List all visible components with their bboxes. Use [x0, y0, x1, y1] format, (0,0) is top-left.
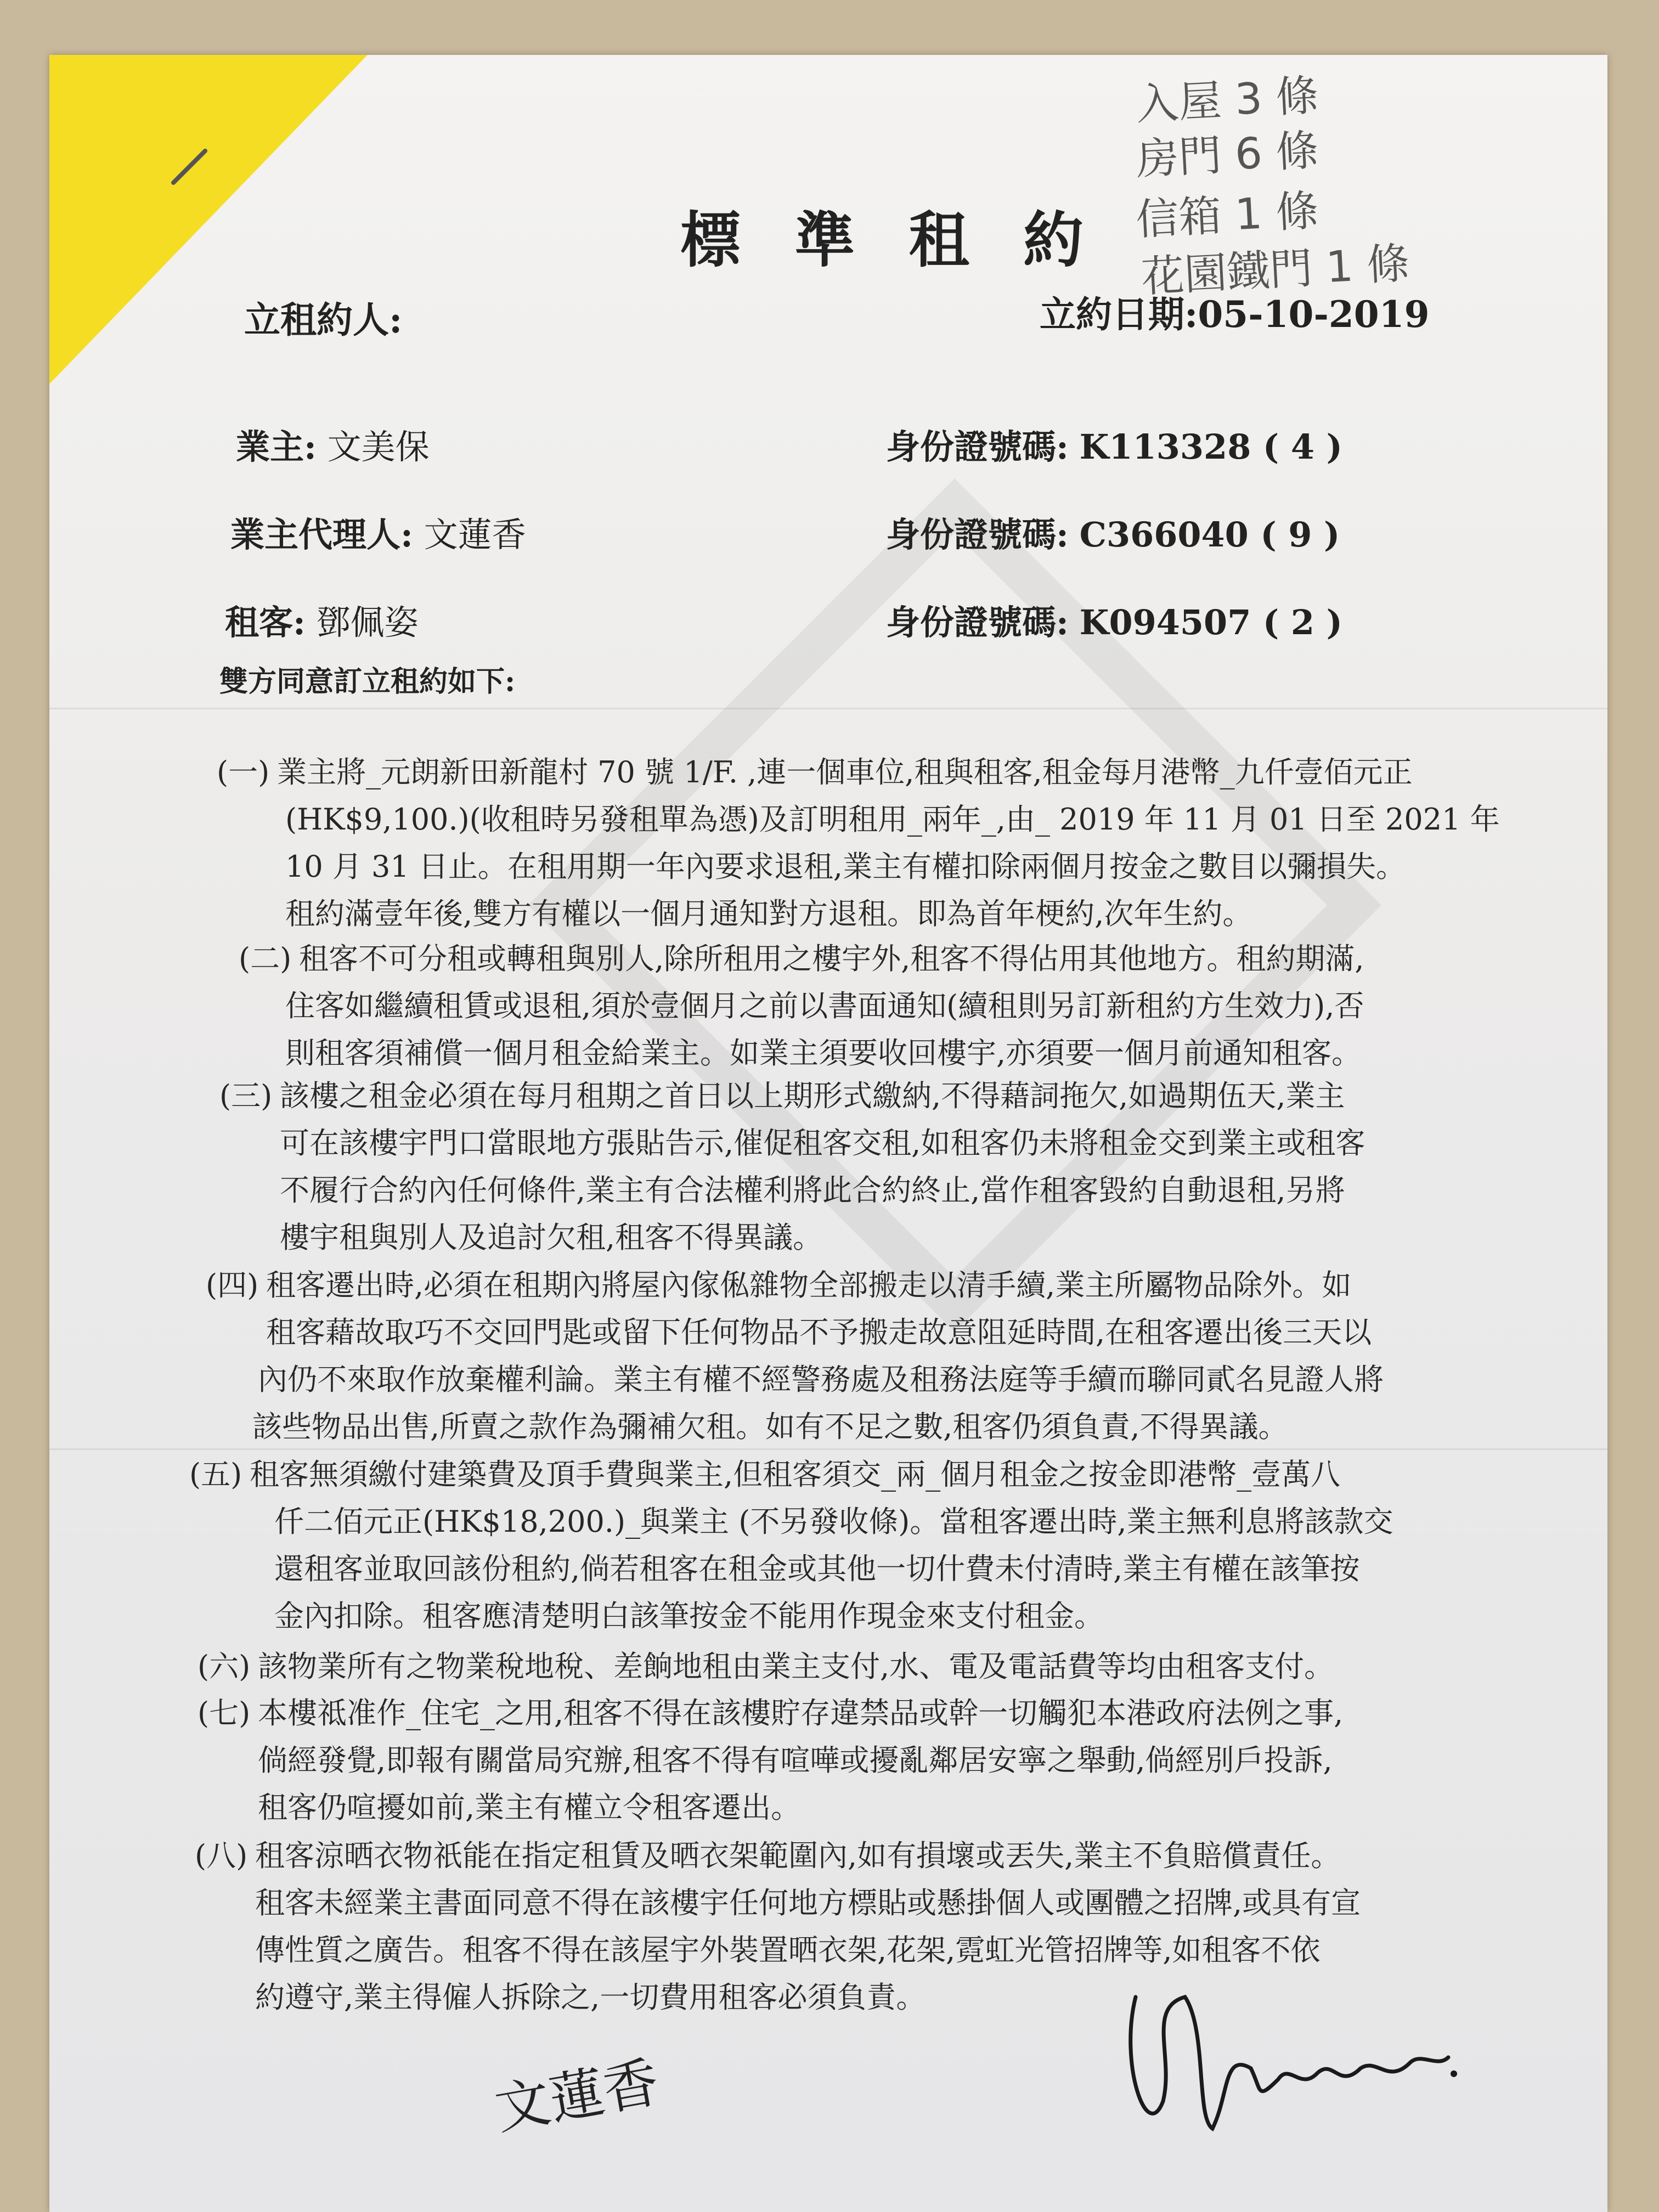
- clause-line: 該物業所有之物業稅地稅、差餉地租由業主支付,水、電及電話費等均由租客支付。: [258, 1649, 1334, 1684]
- clause-line: 還租客並取回該份租約,倘若租客在租金或其他一切什費未付清時,業主有權在該筆按: [274, 1551, 1360, 1586]
- tenant-id-label: 身份證號碼:: [886, 602, 1069, 642]
- tenant-name: 鄧佩姿: [316, 602, 419, 642]
- tenant-label: 租客:: [225, 602, 306, 642]
- clause-number: (六): [198, 1649, 251, 1684]
- clause-1: [217, 749, 1500, 938]
- handwritten-note: 入屋 3 條: [1135, 71, 1320, 130]
- agent-id-label: 身份證號碼:: [886, 515, 1069, 555]
- clause-5: [189, 1451, 1393, 1640]
- agent-name: 文蓮香: [424, 515, 526, 555]
- clause-line: 不履行合約內任何條件,業主有合法權利將此合約終止,當作租客毀約自動退租,另將: [280, 1173, 1345, 1207]
- clause-number: (七): [198, 1696, 251, 1730]
- clause-number: (四): [206, 1268, 259, 1302]
- clause-line: 住客如繼續租賃或退租,須於壹個月之前以書面通知(續租則另訂新租約方生效力),否: [285, 989, 1364, 1023]
- tenant-row: [225, 595, 419, 644]
- clause-3: [219, 1073, 1365, 1261]
- clause-line: 租客仍喧擾如前,業主有權立令租客遷出。: [258, 1790, 801, 1825]
- agent-signature: 文蓮香: [490, 2050, 664, 2142]
- clause-number: (三): [219, 1079, 273, 1113]
- clause-line: 租客涼晒衣物祇能在指定租賃及晒衣架範圍內,如有損壞或丟失,業主不負賠償責任。: [255, 1838, 1341, 1873]
- clause-line: 可在該樓宇門口當眼地方張貼告示,催促租客交租,如租客仍未將租金交到業主或租客: [280, 1126, 1365, 1160]
- clause-line: 租客藉故取巧不交回門匙或留下任何物品不予搬走故意阻延時間,在租客遷出後三天以: [266, 1315, 1372, 1350]
- tenant-id: K094507 ( 2 ): [1079, 602, 1342, 642]
- agent-label: 業主代理人:: [230, 515, 413, 555]
- clause-2: [239, 935, 1364, 1077]
- clause-line: 租客未經業主書面同意不得在該樓宇任何地方標貼或懸掛個人或團體之招牌,或具有宣: [255, 1886, 1361, 1920]
- clause-line: 該些物品出售,所賣之款作為彌補欠租。如有不足之數,租客仍須負責,不得異議。: [252, 1409, 1288, 1444]
- clause-line: 約遵守,業主得僱人拆除之,一切費用租客必須負責。: [255, 1980, 926, 2015]
- landlord-row: [236, 420, 430, 469]
- clause-line: (HK$9,100.)(收租時另發租單為憑)及訂明租用_兩年_,由_ 2019 年 11 月 01 日至 2021 年: [285, 802, 1500, 837]
- party-label: 立租約人:: [244, 298, 403, 341]
- clause-line: 租客不可分租或轉租與別人,除所租用之樓宇外,租客不得佔用其他地方。租約期滿,: [299, 941, 1364, 976]
- clause-number: (八): [195, 1838, 248, 1873]
- clause-line: 則租客須補償一個月租金給業主。如業主須要收回樓宇,亦須要一個月前通知租客。: [285, 1036, 1362, 1070]
- contract-date: 立約日期:05-10-2019: [1040, 293, 1430, 336]
- handwritten-note: 花園鐵門 1 條: [1140, 239, 1411, 302]
- clause-line: 該樓之租金必須在每月租期之首日以上期形式繳納,不得藉詞拖欠,如過期伍天,業主: [280, 1079, 1345, 1113]
- clause-line: 租約滿壹年後,雙方有權以一個月通知對方退租。即為首年梗約,次年生約。: [285, 896, 1252, 931]
- clause-7: [198, 1690, 1343, 1831]
- clause-6: [198, 1643, 1334, 1690]
- agent-id: C366040 ( 9 ): [1079, 515, 1340, 555]
- clause-line: 仟二佰元正(HK$18,200.)_與業主 (不另發收條)。當租客遷出時,業主無利息將該款交: [274, 1504, 1393, 1539]
- landlord-id: K113328 ( 4 ): [1079, 427, 1342, 467]
- landlord-name: 文美保: [327, 427, 430, 467]
- clause-line: 樓宇租與別人及追討欠租,租客不得異議。: [280, 1220, 823, 1255]
- document-title: 標 準 租 約: [680, 205, 1100, 275]
- agent-row: [230, 507, 526, 556]
- clause-line: 本樓祗准作_住宅_之用,租客不得在該樓貯存違禁品或幹一切觸犯本港政府法例之事,: [258, 1696, 1344, 1730]
- clause-line: 金內扣除。租客應清楚明白該筆按金不能用作現金來支付租金。: [274, 1599, 1104, 1633]
- clause-line: 倘經發覺,即報有關當局究辦,租客不得有喧嘩或擾亂鄰居安寧之舉動,倘經別戶投訴,: [258, 1743, 1333, 1778]
- clause-line: 傳性質之廣告。租客不得在該屋宇外裝置晒衣架,花架,霓虹光管招牌等,如租客不依: [255, 1933, 1321, 1967]
- handwritten-note: 信箱 1 條: [1135, 186, 1320, 245]
- fold-line: [49, 708, 1607, 709]
- clause-number: (二): [239, 941, 292, 976]
- agent-id-row: [886, 507, 1340, 556]
- agreement-intro: 雙方同意訂立租約如下:: [219, 665, 516, 698]
- clause-line: 租客遷出時,必須在租期內將屋內傢俬雜物全部搬走以清手續,業主所屬物品除外。如: [266, 1268, 1352, 1302]
- clause-line: 業主將_元朗新田新龍村 70 號 1/F. ,連一個車位,租與租客,租金每月港幣_九仟壹佰元正: [277, 755, 1413, 789]
- landlord-label: 業主:: [236, 427, 317, 467]
- clause-number: (一): [217, 755, 270, 789]
- clause-line: 租客無須繳付建築費及頂手費與業主,但租客須交_兩_個月租金之按金即港幣_壹萬八: [250, 1457, 1341, 1492]
- tenant-id-row: [886, 595, 1342, 644]
- clause-4: [206, 1262, 1384, 1451]
- clause-number: (五): [189, 1457, 242, 1492]
- landlord-id-row: [886, 420, 1342, 469]
- handwritten-note: 房門 6 條: [1135, 126, 1320, 185]
- landlord-id-label: 身份證號碼:: [886, 427, 1069, 467]
- tenant-signature: [1114, 1964, 1465, 2172]
- clause-line: 內仍不來取作放棄權利論。業主有權不經警務處及租務法庭等手續而聯同貳名見證人將: [258, 1362, 1384, 1397]
- clause-line: 10 月 31 日止。在租用期一年內要求退租,業主有權扣除兩個月按金之數目以彌損失。: [285, 849, 1406, 884]
